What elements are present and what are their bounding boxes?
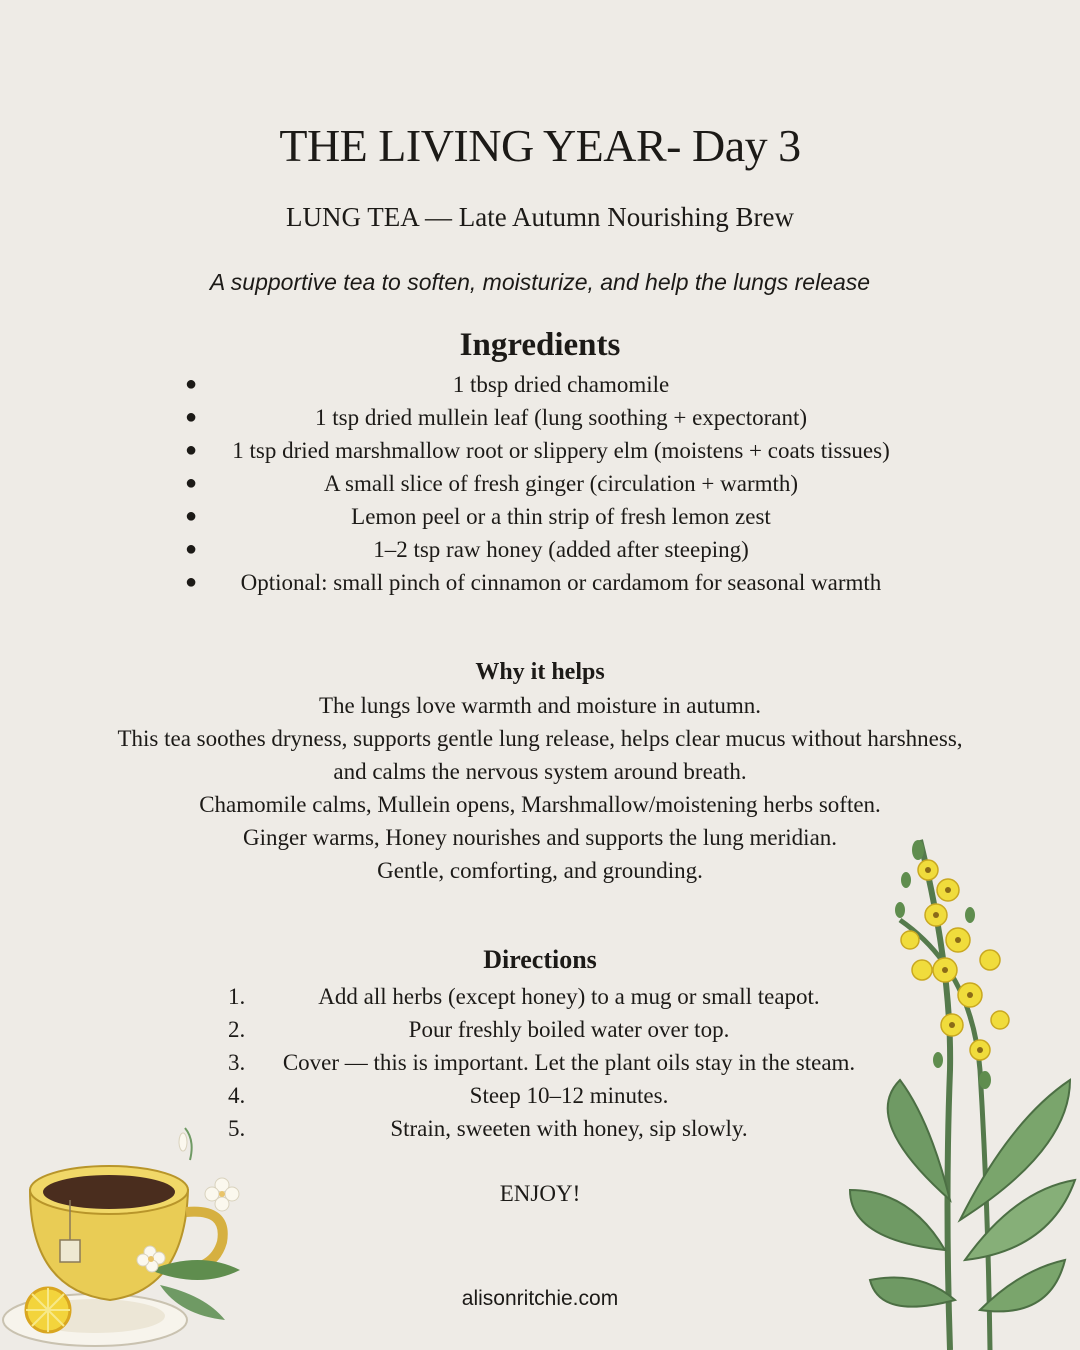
why-line: Gentle, comforting, and grounding. bbox=[377, 858, 703, 883]
ingredient-item: ● A small slice of fresh ginger (circulation + warmth) bbox=[185, 467, 915, 500]
ingredient-item: ● 1–2 tsp raw honey (added after steeping) bbox=[185, 533, 915, 566]
direction-step bbox=[228, 1046, 888, 1079]
ingredient-item: ● Lemon peel or a thin strip of fresh lemon zest bbox=[185, 500, 915, 533]
step-text: Add all herbs (except honey) to a mug or small teapot. bbox=[318, 984, 820, 1009]
why-line: This tea soothes dryness, supports gentle lung release, helps clear mucus without harshness, bbox=[117, 726, 963, 751]
website-link[interactable]: alisonritchie.com bbox=[461, 1287, 619, 1310]
step-number: 2. bbox=[228, 1017, 246, 1042]
why-line: and calms the nervous system around breath. bbox=[333, 759, 747, 784]
bullet-icon: ● bbox=[185, 439, 198, 461]
step-number: 1. bbox=[228, 984, 246, 1009]
ingredients-list bbox=[185, 368, 915, 599]
bullet-icon: ● bbox=[185, 406, 198, 428]
directions-heading: Directions bbox=[483, 945, 597, 974]
enjoy-text: ENJOY! bbox=[499, 1181, 581, 1206]
ingredient-item: ● Optional: small pinch of cinnamon or cardamom for seasonal warmth bbox=[185, 566, 915, 599]
page-subtitle: LUNG TEA — Late Autumn Nourishing Brew bbox=[286, 202, 794, 232]
teacup-illustration bbox=[0, 1120, 260, 1350]
step-text: Steep 10–12 minutes. bbox=[469, 1083, 669, 1108]
direction-step bbox=[228, 1112, 888, 1145]
step-text: Strain, sweeten with honey, sip slowly. bbox=[390, 1116, 748, 1141]
bullet-icon: ● bbox=[185, 472, 198, 494]
step-number: 4. bbox=[228, 1083, 246, 1108]
bullet-icon: ● bbox=[185, 538, 198, 560]
why-line: Chamomile calms, Mullein opens, Marshmallow/moistening herbs soften. bbox=[199, 792, 881, 817]
direction-step bbox=[228, 1013, 888, 1046]
bullet-icon: ● bbox=[185, 373, 198, 395]
step-text: Cover — this is important. Let the plant oils stay in the steam. bbox=[282, 1050, 856, 1075]
directions-list bbox=[228, 980, 888, 1145]
direction-step bbox=[228, 980, 888, 1013]
direction-step bbox=[228, 1079, 888, 1112]
step-number: 3. bbox=[228, 1050, 246, 1075]
ingredient-item: ● 1 tsp dried marshmallow root or slippery elm (moistens + coats tissues) bbox=[185, 434, 915, 467]
mullein-illustration bbox=[840, 820, 1080, 1350]
step-text: Pour freshly boiled water over top. bbox=[408, 1017, 730, 1042]
bullet-icon: ● bbox=[185, 505, 198, 527]
step-number: 5. bbox=[228, 1116, 246, 1141]
why-line: Ginger warms, Honey nourishes and supports the lung meridian. bbox=[242, 825, 838, 850]
ingredient-item: ● 1 tsp dried mullein leaf (lung soothing + expectorant) bbox=[185, 401, 915, 434]
tagline: A supportive tea to soften, moisturize, and help the lungs release bbox=[209, 269, 871, 295]
page-title: THE LIVING YEAR- Day 3 bbox=[279, 120, 801, 171]
why-heading: Why it helps bbox=[475, 659, 605, 685]
ingredients-heading: Ingredients bbox=[459, 327, 621, 363]
why-line: The lungs love warmth and moisture in autumn. bbox=[318, 693, 762, 718]
bullet-icon: ● bbox=[185, 571, 198, 593]
ingredient-item: ● 1 tbsp dried chamomile bbox=[185, 368, 915, 401]
